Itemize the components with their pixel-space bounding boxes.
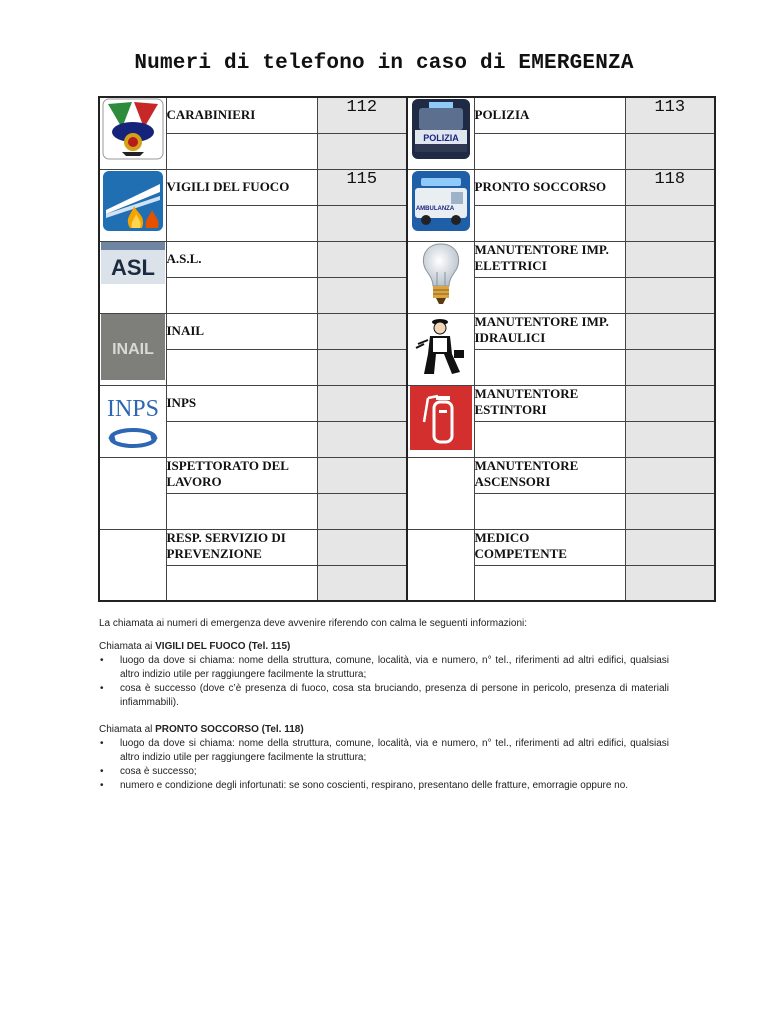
empty-icon-cell: [99, 529, 166, 601]
entry-number: [625, 313, 715, 349]
entry-number: [317, 457, 407, 493]
entry-number: [317, 385, 407, 421]
entry-number: [317, 529, 407, 565]
police-car-icon: [407, 97, 474, 169]
section-service: PRONTO SOCCORSO: [155, 724, 259, 735]
entry-name: INAIL: [166, 313, 317, 349]
section-prefix: Chiamata al: [99, 724, 156, 735]
instructions-intro: La chiamata ai numeri di emergenza deve avvenire riferendo con calma le seguenti informazioni:: [99, 618, 528, 629]
entry-name: MEDICO COMPETENTE: [474, 529, 625, 565]
entry-number: 112: [317, 97, 407, 133]
entry-number: 115: [317, 169, 407, 205]
entry-number: [625, 457, 715, 493]
table-row: [99, 97, 715, 133]
entry-name: PRONTO SOCCORSO: [474, 169, 625, 205]
bullet-list: [99, 737, 669, 793]
list-item: • cosa è successo (dove c’è presenza di fuoco, cosa sta bruciando, presenza di persone in pericolo, presenza di materiali infiammabili).: [100, 683, 669, 708]
entry-number: 113: [625, 97, 715, 133]
svg-text:POLIZIA: POLIZIA: [423, 133, 459, 143]
svg-text:ASL: ASL: [110, 254, 155, 280]
entry-number: [625, 385, 715, 421]
table-row: [99, 457, 715, 493]
section-tel: (Tel. 115): [248, 641, 291, 652]
entry-name: INPS: [166, 385, 317, 421]
page-title: Numeri di telefono in caso di EMERGENZA: [134, 52, 634, 75]
entry-name: MANUTENTORE ASCENSORI: [474, 457, 625, 493]
emergency-numbers-table: [98, 96, 716, 602]
empty-icon-cell: [407, 529, 474, 601]
svg-text:INPS: INPS: [106, 395, 159, 422]
entry-number: [317, 241, 407, 277]
section-heading: [99, 723, 669, 737]
asl-logo-icon: [99, 241, 166, 313]
section-heading: [99, 640, 669, 654]
entry-name: MANUTENTORE IMP. IDRAULICI: [474, 313, 625, 349]
entry-name: A.S.L.: [166, 241, 317, 277]
carabinieri-emblem-icon: [99, 97, 166, 169]
entry-name: CARABINIERI: [166, 97, 317, 133]
section-prefix: Chiamata ai: [99, 641, 156, 652]
plumber-icon: [407, 313, 474, 385]
ambulance-icon: [407, 169, 474, 241]
table-row: [99, 385, 715, 421]
entry-number: [625, 241, 715, 277]
list-item: • numero e condizione degli infortunati: se sono coscienti, respirano, presentano delle fratture, emorragie oppure no.: [100, 780, 629, 791]
empty-icon-cell: [99, 457, 166, 529]
bullet-list: [99, 654, 669, 710]
entry-name: RESP. SERVIZIO DI PREVENZIONE: [166, 529, 317, 565]
entry-name: MANUTENTORE IMP. ELETTRICI: [474, 241, 625, 277]
entry-name: MANUTENTORE ESTINTORI: [474, 385, 625, 421]
entry-number: [625, 529, 715, 565]
section-tel: (Tel. 118): [261, 724, 304, 735]
list-item: • cosa è successo;: [100, 766, 197, 777]
instructions: [99, 617, 669, 806]
table-row: [99, 169, 715, 205]
svg-text:AMBULANZA: AMBULANZA: [415, 205, 454, 212]
table-row: [99, 313, 715, 349]
fire-extinguisher-icon: [407, 385, 474, 457]
svg-text:INAIL: INAIL: [111, 340, 154, 358]
fire-brigade-icon: [99, 169, 166, 241]
list-item: • luogo da dove si chiama: nome della struttura, comune, località, via e numero, n° tel., riferimenti ad altri edifici, qualsiasi altro indizio utile per raggiungere facilmente la struttura;: [100, 738, 669, 763]
entry-name: VIGILI DEL FUOCO: [166, 169, 317, 205]
inail-logo-icon: [99, 313, 166, 385]
empty-icon-cell: [407, 457, 474, 529]
entry-name: ISPETTORATO DEL LAVORO: [166, 457, 317, 493]
table-row: [99, 241, 715, 277]
light-bulb-icon: [407, 241, 474, 313]
section-service: VIGILI DEL FUOCO: [155, 641, 246, 652]
entry-number: 118: [625, 169, 715, 205]
inps-logo-icon: [99, 385, 166, 457]
list-item: • luogo da dove si chiama: nome della struttura, comune, località, via e numero, n° tel., riferimenti ad altri edifici, qualsiasi altro indizio utile per raggiungere facilmente la struttura;: [100, 655, 669, 680]
table-row: [99, 529, 715, 565]
entry-number: [317, 313, 407, 349]
entry-name: POLIZIA: [474, 97, 625, 133]
